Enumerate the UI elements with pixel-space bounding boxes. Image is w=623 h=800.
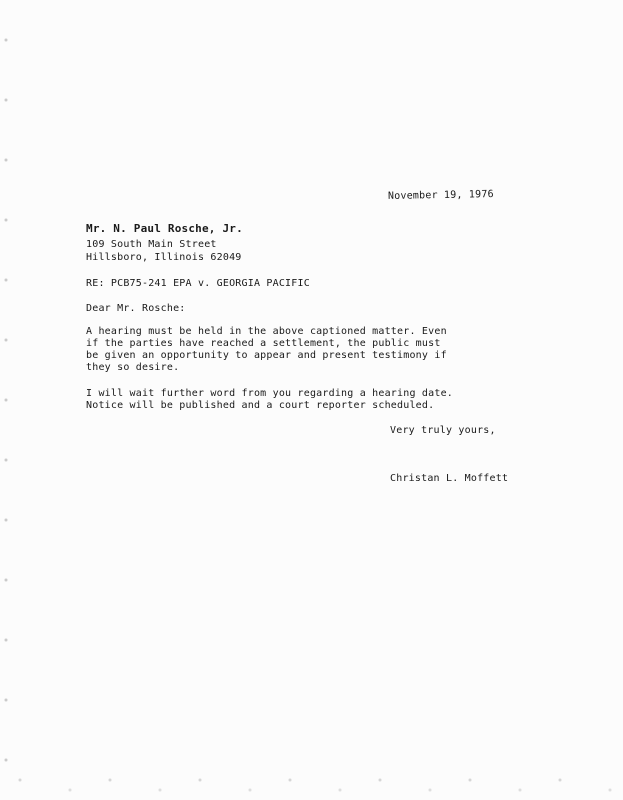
paragraph1-line: A hearing must be held in the above captioned matter. Even [86,326,447,337]
reference-line: RE: PCB75-241 EPA v. GEORGIA PACIFIC [86,278,310,289]
addressee-name: Mr. N. Paul Rosche, Jr. [86,222,243,235]
paragraph1-line: be given an opportunity to appear and present testimony if [86,350,447,361]
scan-noise-left [0,0,30,800]
signature-name: Christan L. Moffett [390,473,509,484]
addressee-street: 109 South Main Street [86,239,217,250]
paragraph2-line: Notice will be published and a court reporter scheduled. [86,400,435,411]
paragraph1-line: if the parties have reached a settlement, the public must [86,338,441,349]
letter-date: November 19, 1976 [387,189,494,202]
salutation: Dear Mr. Rosche: [86,303,186,314]
addressee-city: Hillsboro, Illinois 62049 [86,252,242,263]
closing: Very truly yours, [390,425,496,436]
scan-noise-bottom [0,770,623,800]
paragraph2-line: I will wait further word from you regarding a hearing date. [86,388,454,399]
paragraph1-line: they so desire. [86,362,180,373]
